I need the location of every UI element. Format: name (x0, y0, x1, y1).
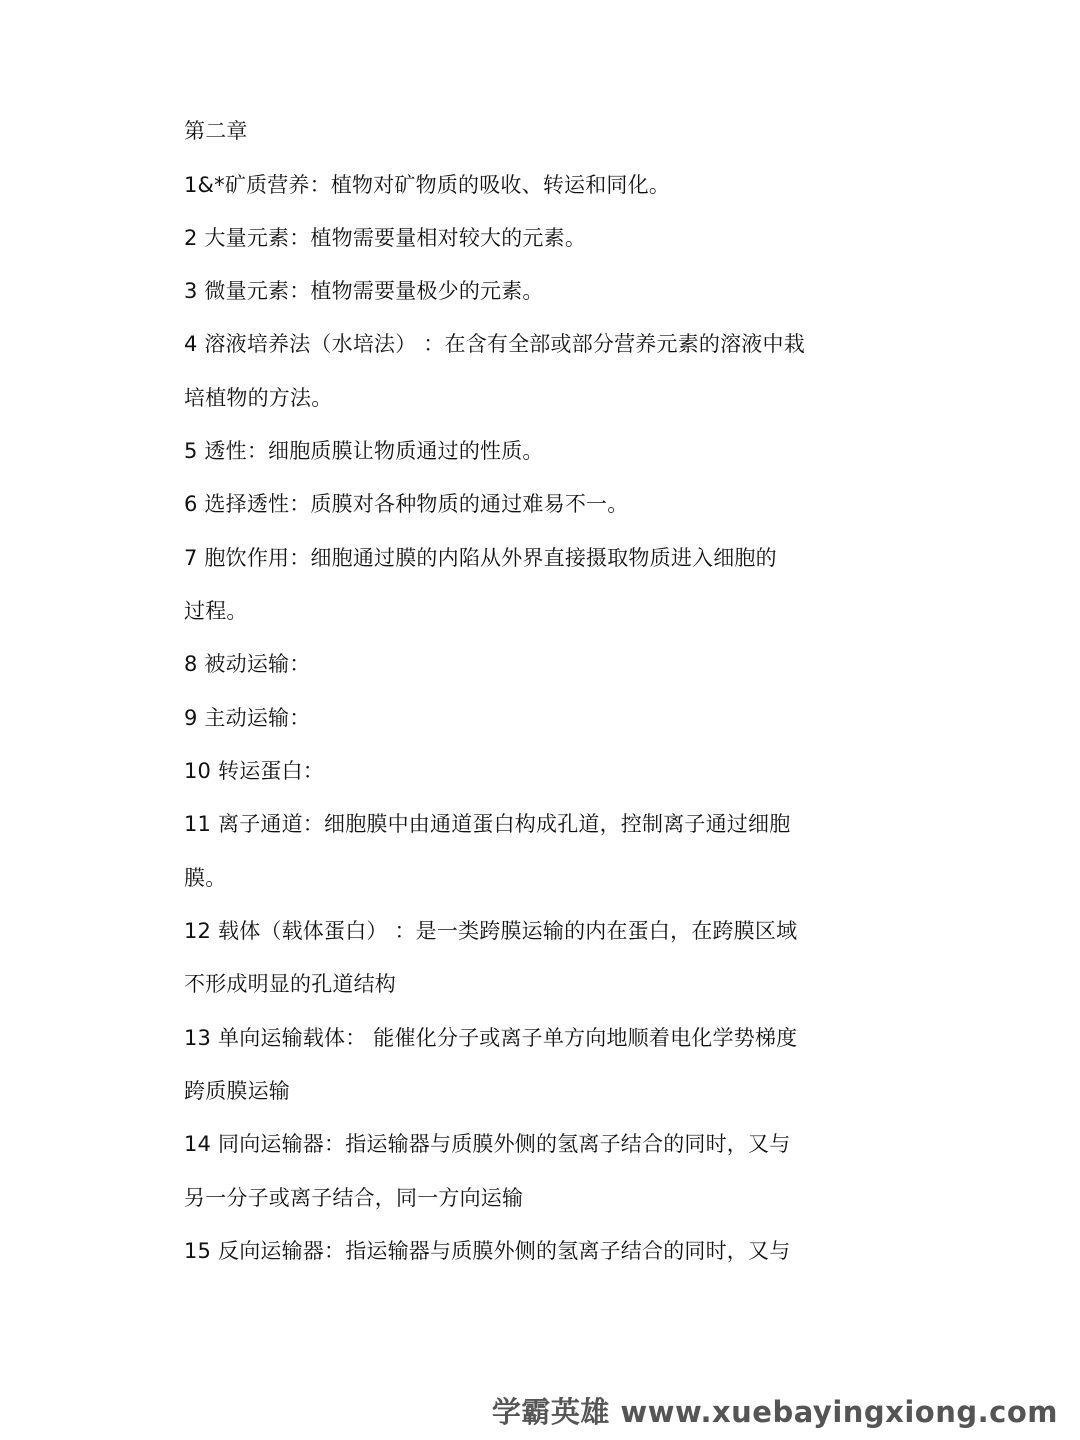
text-line: 14 同向运输器：指运输器与质膜外侧的氢离子结合的同时，又与 (184, 1132, 791, 1156)
text-line: 4 溶液培养法（水培法） ：在含有全部或部分营养元素的溶液中栽 (184, 332, 805, 356)
text-line: 6 选择透性：质膜对各种物质的通过难易不一。 (184, 492, 629, 516)
text-line: 15 反向运输器：指运输器与质膜外侧的氢离子结合的同时，又与 (184, 1239, 791, 1263)
text-line: 培植物的方法。 (184, 386, 333, 410)
text-line: 7 胞饮作用：细胞通过膜的内陷从外界直接摄取物质进入细胞的 (184, 546, 777, 570)
text-line: 跨质膜运输 (184, 1079, 290, 1103)
site-watermark: 学霸英雄 www.xuebayingxiong.com (491, 1395, 1058, 1429)
text-line: 12 载体（载体蛋白） ：是一类跨膜运输的内在蛋白，在跨膜区域 (184, 919, 798, 943)
text-line: 13 单向运输载体： 能催化分子或离子单方向地顺着电化学势梯度 (184, 1026, 798, 1050)
text-line: 膜。 (184, 866, 227, 890)
text-line: 过程。 (184, 599, 248, 623)
text-line: 8 被动运输： (184, 652, 311, 676)
text-line: 10 转运蛋白： (184, 759, 324, 783)
text-line: 9 主动运输： (184, 706, 311, 730)
chapter-title: 第二章 (184, 119, 248, 143)
text-line: 另一分子或离子结合，同一方向运输 (184, 1186, 524, 1210)
text-line: 11 离子通道：细胞膜中由通道蛋白构成孔道，控制离子通过细胞 (184, 812, 791, 836)
text-line: 3 微量元素：植物需要量极少的元素。 (184, 279, 544, 303)
text-line: 2 大量元素：植物需要量相对较大的元素。 (184, 226, 587, 250)
text-line: 1&*矿质营养：植物对矿物质的吸收、转运和同化。 (184, 173, 671, 197)
text-line: 不形成明显的孔道结构 (184, 972, 396, 996)
text-line: 5 透性：细胞质膜让物质通过的性质。 (184, 439, 544, 463)
